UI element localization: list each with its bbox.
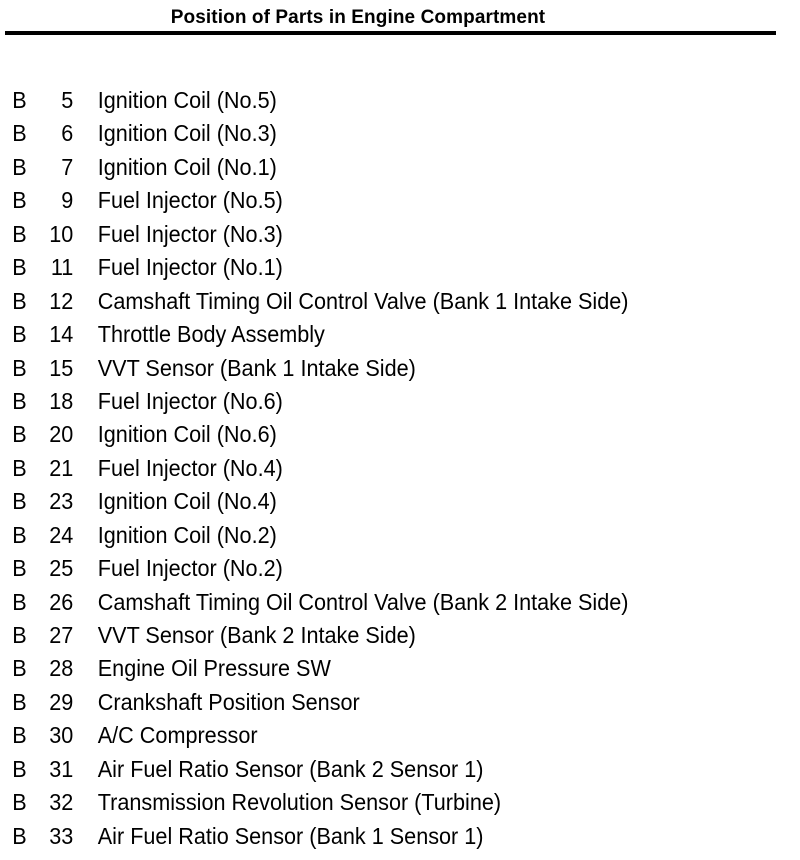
connector-number: 10 (49, 220, 74, 247)
page-title: Position of Parts in Engine Compartment (170, 7, 546, 28)
connector-number: 9 (61, 187, 74, 214)
connector-number: 27 (49, 622, 74, 648)
parts-list (0, 84, 800, 853)
list-item (0, 519, 752, 552)
list-item (0, 251, 752, 284)
connector-code: B (12, 822, 27, 849)
list-item (0, 285, 752, 318)
connector-number: 32 (49, 789, 74, 816)
connector-number: 23 (49, 488, 74, 515)
list-item (0, 318, 752, 351)
connector-number: 20 (49, 421, 74, 448)
list-item (0, 184, 752, 217)
list-item (0, 452, 752, 485)
connector-number: 25 (49, 555, 74, 582)
list-item (0, 151, 752, 184)
part-name: Ignition Coil (No.1) (97, 153, 277, 180)
list-item (0, 820, 752, 853)
connector-number: 26 (49, 588, 74, 615)
list-item (0, 586, 752, 619)
connector-number: 24 (49, 521, 74, 548)
part-name: Fuel Injector (No.4) (97, 454, 283, 481)
connector-number: 12 (49, 287, 74, 314)
connector-code: B (12, 588, 27, 615)
list-item (0, 786, 752, 819)
part-name: Ignition Coil (No.4) (97, 488, 277, 515)
connector-code: B (12, 488, 27, 515)
connector-code: B (12, 153, 27, 180)
connector-number: 28 (49, 655, 74, 682)
connector-code: B (12, 688, 27, 715)
part-name: Air Fuel Ratio Sensor (Bank 1 Sensor 1) (97, 822, 484, 849)
list-item (0, 552, 752, 585)
part-name: Engine Oil Pressure SW (97, 655, 331, 682)
part-name: Fuel Injector (No.1) (97, 254, 283, 281)
connector-code: B (12, 755, 27, 782)
connector-code: B (12, 87, 27, 113)
list-item (0, 352, 752, 385)
list-item (0, 719, 752, 752)
part-name: Fuel Injector (No.6) (97, 387, 283, 414)
connector-number: 15 (49, 354, 74, 381)
connector-number: 5 (61, 87, 74, 113)
part-name: Throttle Body Assembly (97, 321, 325, 348)
part-name: Camshaft Timing Oil Control Valve (Bank 1 Intake Side) (97, 287, 629, 314)
part-name: Camshaft Timing Oil Control Valve (Bank 2 Intake Side) (97, 588, 629, 615)
list-item (0, 418, 752, 451)
connector-number: 33 (49, 822, 74, 849)
part-name: Fuel Injector (No.5) (97, 187, 283, 214)
list-item (0, 686, 752, 719)
connector-code: B (12, 722, 27, 749)
list-item (0, 753, 752, 786)
connector-number: 14 (49, 321, 74, 348)
list-item (0, 385, 752, 418)
connector-number: 21 (49, 454, 74, 481)
connector-code: B (12, 555, 27, 582)
connector-code: B (12, 789, 27, 816)
list-item (0, 117, 752, 150)
connector-number: 31 (49, 755, 74, 782)
part-name: Ignition Coil (No.6) (97, 421, 277, 448)
list-item (0, 218, 752, 251)
connector-code: B (12, 622, 27, 648)
connector-number: 29 (49, 688, 74, 715)
connector-code: B (12, 187, 27, 214)
part-name: Ignition Coil (No.5) (97, 87, 277, 113)
connector-code: B (12, 655, 27, 682)
connector-number: 11 (50, 254, 74, 281)
list-item (0, 84, 752, 117)
part-name: Crankshaft Position Sensor (97, 688, 360, 715)
part-name: A/C Compressor (97, 722, 258, 749)
connector-code: B (12, 254, 27, 281)
connector-code: B (12, 354, 27, 381)
part-name: Fuel Injector (No.2) (97, 555, 283, 582)
list-item (0, 485, 752, 518)
connector-number: 7 (61, 153, 74, 180)
title-underline (5, 31, 776, 35)
part-name: Transmission Revolution Sensor (Turbine) (97, 789, 502, 816)
part-name: VVT Sensor (Bank 2 Intake Side) (97, 622, 416, 648)
part-name: Ignition Coil (No.3) (97, 120, 277, 147)
connector-code: B (12, 454, 27, 481)
part-name: Fuel Injector (No.3) (97, 220, 283, 247)
list-item (0, 652, 752, 685)
connector-number: 30 (49, 722, 74, 749)
connector-code: B (12, 521, 27, 548)
part-name: Ignition Coil (No.2) (97, 521, 277, 548)
connector-code: B (12, 387, 27, 414)
connector-code: B (12, 321, 27, 348)
connector-number: 18 (49, 387, 74, 414)
connector-code: B (12, 220, 27, 247)
list-item (0, 619, 752, 652)
connector-code: B (12, 287, 27, 314)
part-name: Air Fuel Ratio Sensor (Bank 2 Sensor 1) (97, 755, 484, 782)
connector-code: B (12, 120, 27, 147)
part-name: VVT Sensor (Bank 1 Intake Side) (97, 354, 416, 381)
connector-number: 6 (61, 120, 74, 147)
connector-code: B (12, 421, 27, 448)
